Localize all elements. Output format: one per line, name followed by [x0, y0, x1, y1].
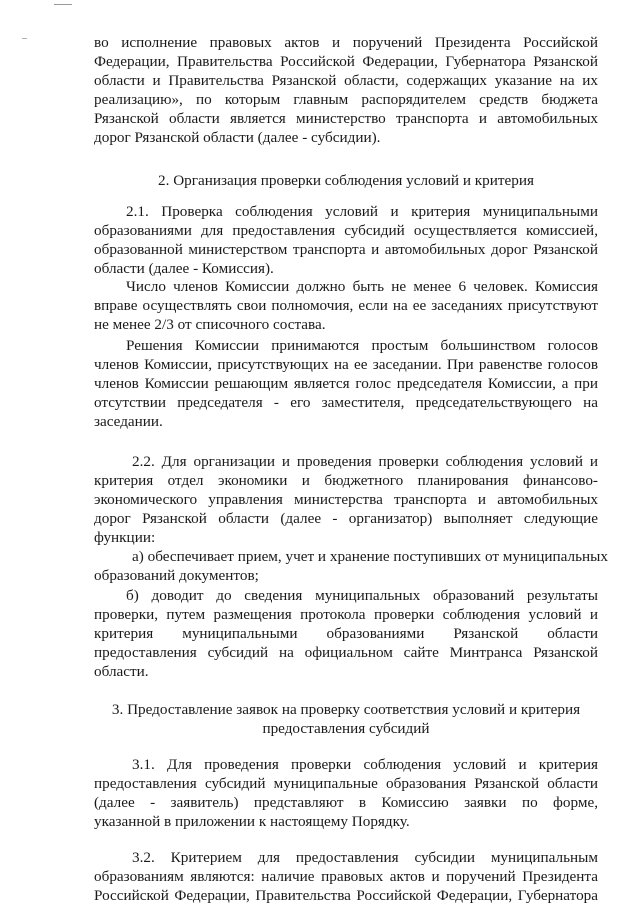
text-line: вправе осуществлять свои полномочия, если на ее заседаниях присутствуют [94, 297, 598, 314]
text-line: Российской Федерации, Правительства Российской Федерации, Губернатора [94, 887, 598, 904]
scan-artifact [22, 38, 27, 39]
text-line: функции: [94, 529, 156, 546]
text-line: образований документов; [94, 567, 259, 584]
text-line: Решения Комиссии принимаются простым большинством голосов [126, 337, 598, 354]
text-line: экономического управления министерства транспорта и автомобильных [94, 491, 598, 508]
text-line: Рязанской области является министерство транспорта и автомобильных [94, 110, 598, 127]
text-line: области и Правительства Рязанской области, содержащих указание на их [94, 72, 598, 89]
text-line: 2.2. Для организации и проведения проверки соблюдения условий и [132, 453, 598, 470]
section-heading: 2. Организация проверки соблюдения условий и критерия [158, 172, 534, 189]
text-line: проверки, путем размещения протокола проверки соблюдения условий и [94, 606, 598, 623]
text-line: области. [94, 663, 149, 680]
text-line: а) обеспечивает прием, учет и хранение поступивших от муниципальных [132, 548, 608, 565]
text-line: 3.1. Для проведения проверки соблюдения условий и критерия [132, 756, 598, 773]
text-line: предоставления субсидий на официальном сайте Минтранса Рязанской [94, 644, 598, 661]
text-line: дорог Рязанской области (далее - организатор) выполняет следующие [94, 510, 598, 527]
text-line: Число членов Комиссии должно быть не менее 6 человек. Комиссия [126, 278, 598, 295]
text-line: реализацию», по которым главным распорядителем средств бюджета [94, 91, 598, 108]
text-line: критерия муниципальными образованиями Рязанской области [94, 625, 598, 642]
text-line: во исполнение правовых актов и поручений Президента Российской [94, 34, 598, 51]
text-line: образованиям являются: наличие правовых актов и поручений Президента [94, 868, 598, 885]
text-line: предоставления субсидий муниципальные образования Рязанской области [94, 775, 598, 792]
text-line: образованной министерством транспорта и автомобильных дорог Рязанской [94, 241, 598, 258]
text-line: области (далее - Комиссия). [94, 260, 274, 277]
text-line: образованиями для предоставления субсидий осуществляется комиссией, [94, 222, 598, 239]
text-line: заседании. [94, 413, 163, 430]
text-line: (далее - заявитель) представляют в Комиссию заявки по форме, [94, 794, 598, 811]
text-line: 3.2. Критерием для предоставления субсидии муниципальным [132, 849, 598, 866]
text-line: б) доводит до сведения муниципальных образований результаты [126, 587, 598, 604]
text-line: 2.1. Проверка соблюдения условий и критерия муниципальными [126, 203, 598, 220]
section-heading: 3. Предоставление заявок на проверку соответствия условий и критерия [111, 701, 581, 718]
text-line: дорог Рязанской области (далее - субсидии). [94, 129, 381, 146]
text-line: указанной в приложении к настоящему Порядку. [94, 813, 410, 830]
text-line: не менее 2/3 от списочного состава. [94, 316, 326, 333]
text-line: отсутствии председателя - его заместителя, председательствующего на [94, 394, 598, 411]
text-line: членов Комиссии решающим является голос председателя Комиссии, а при [94, 375, 598, 392]
section-heading: предоставления субсидий [262, 720, 430, 737]
text-line: критерия отдел экономики и бюджетного планирования финансово- [94, 472, 598, 489]
text-line: Федерации, Правительства Российской Федерации, Губернатора Рязанской [94, 53, 598, 70]
scan-artifact [54, 4, 72, 5]
text-line: членов Комиссии, присутствующих на ее заседании. При равенстве голосов [94, 356, 598, 373]
